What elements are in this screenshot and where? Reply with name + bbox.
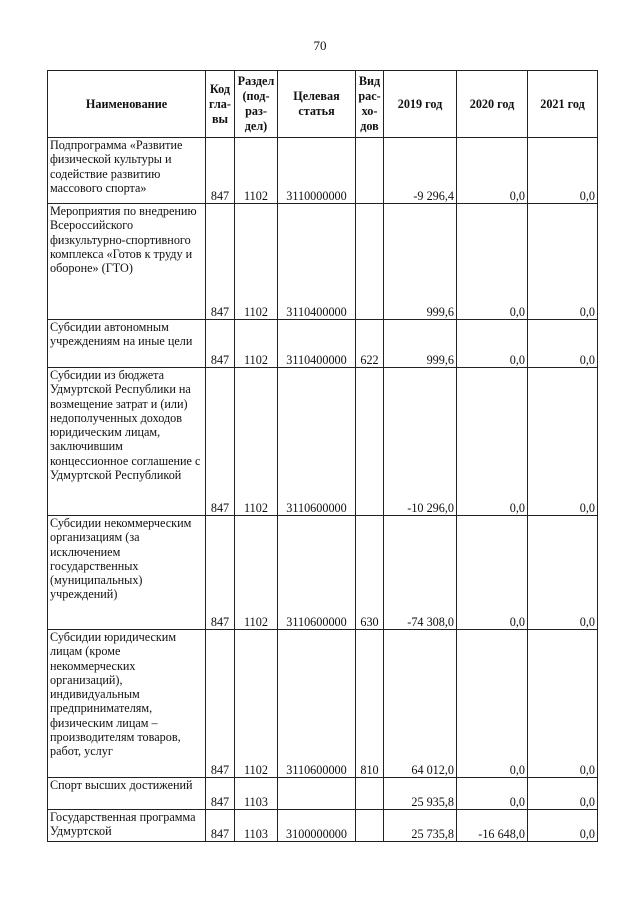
row-code: 847 <box>206 810 235 842</box>
row-name: Мероприятия по внедрению Всероссийского физкультурно-спортивного комплекса «Готов к труду и обороне» (ГТО) <box>48 204 206 320</box>
row-2020: 0,0 <box>457 778 528 810</box>
row-2019: -9 296,4 <box>384 138 457 204</box>
header-type: Вид рас-хо-дов <box>356 71 384 138</box>
row-target: 3100000000 <box>278 810 356 842</box>
row-section: 1102 <box>235 138 278 204</box>
row-2020: 0,0 <box>457 320 528 368</box>
header-2019: 2019 год <box>384 71 457 138</box>
row-type <box>356 138 384 204</box>
row-name: Субсидии из бюджета Удмуртской Республики на возмещение затрат и (или) недополученных доходов юридическим лицам, заключившим концессионное соглашение с Удмуртской Республикой <box>48 368 206 516</box>
table-header-row <box>48 71 598 138</box>
row-2019: -10 296,0 <box>384 368 457 516</box>
row-2021: 0,0 <box>528 204 598 320</box>
header-2020: 2020 год <box>457 71 528 138</box>
header-name: Наименование <box>48 71 206 138</box>
row-code: 847 <box>206 630 235 778</box>
row-type: 622 <box>356 320 384 368</box>
row-target: 3110400000 <box>278 204 356 320</box>
row-2021: 0,0 <box>528 778 598 810</box>
row-2021: 0,0 <box>528 138 598 204</box>
row-2020: 0,0 <box>457 516 528 630</box>
row-2020: -16 648,0 <box>457 810 528 842</box>
row-name: Субсидии автономным учреждениям на иные цели <box>48 320 206 368</box>
row-2021: 0,0 <box>528 810 598 842</box>
row-2019: 25 735,8 <box>384 810 457 842</box>
row-section: 1102 <box>235 630 278 778</box>
row-code: 847 <box>206 204 235 320</box>
row-type: 630 <box>356 516 384 630</box>
page-number: 70 <box>313 38 327 53</box>
row-section: 1102 <box>235 516 278 630</box>
row-name: Подпрограмма «Развитие физической культуры и содействие развитию массового спорта» <box>48 138 206 204</box>
row-code: 847 <box>206 138 235 204</box>
row-2019: 999,6 <box>384 204 457 320</box>
row-section: 1103 <box>235 778 278 810</box>
table-row <box>48 320 598 368</box>
row-type <box>356 778 384 810</box>
table-row <box>48 138 598 204</box>
row-code: 847 <box>206 516 235 630</box>
row-type <box>356 810 384 842</box>
row-target: 3110400000 <box>278 320 356 368</box>
row-section: 1103 <box>235 810 278 842</box>
header-2021: 2021 год <box>528 71 598 138</box>
row-name: Субсидии юридическим лицам (кроме некоммерческих организаций), индивидуальным предпринимателям, физическим лицам – производителям товаров, работ, услуг <box>48 630 206 778</box>
row-section: 1102 <box>235 204 278 320</box>
row-type <box>356 204 384 320</box>
row-target: 3110000000 <box>278 138 356 204</box>
row-code: 847 <box>206 368 235 516</box>
header-code: Код гла-вы <box>206 71 235 138</box>
row-2020: 0,0 <box>457 368 528 516</box>
row-type: 810 <box>356 630 384 778</box>
row-2019: 999,6 <box>384 320 457 368</box>
table-row <box>48 368 598 516</box>
row-2020: 0,0 <box>457 204 528 320</box>
row-target: 3110600000 <box>278 516 356 630</box>
row-2021: 0,0 <box>528 630 598 778</box>
row-name: Субсидии некоммерческим организациям (за исключением государственных (муниципальных) учреждений) <box>48 516 206 630</box>
row-2020: 0,0 <box>457 138 528 204</box>
row-code: 847 <box>206 320 235 368</box>
header-section: Раздел (под-раз-дел) <box>235 71 278 138</box>
row-name: Государственная программа Удмуртской <box>48 810 206 842</box>
table-row <box>48 810 598 842</box>
table-row <box>48 516 598 630</box>
row-target: 3110600000 <box>278 368 356 516</box>
row-2021: 0,0 <box>528 320 598 368</box>
row-2019: -74 308,0 <box>384 516 457 630</box>
row-name: Спорт высших достижений <box>48 778 206 810</box>
row-2021: 0,0 <box>528 516 598 630</box>
budget-table <box>47 70 598 842</box>
row-2019: 25 935,8 <box>384 778 457 810</box>
row-section: 1102 <box>235 368 278 516</box>
row-code: 847 <box>206 778 235 810</box>
row-target <box>278 778 356 810</box>
row-2021: 0,0 <box>528 368 598 516</box>
row-target: 3110600000 <box>278 630 356 778</box>
table-row <box>48 204 598 320</box>
table-row <box>48 778 598 810</box>
row-2019: 64 012,0 <box>384 630 457 778</box>
row-type <box>356 368 384 516</box>
row-section: 1102 <box>235 320 278 368</box>
header-target: Целевая статья <box>278 71 356 138</box>
table-row <box>48 630 598 778</box>
row-2020: 0,0 <box>457 630 528 778</box>
